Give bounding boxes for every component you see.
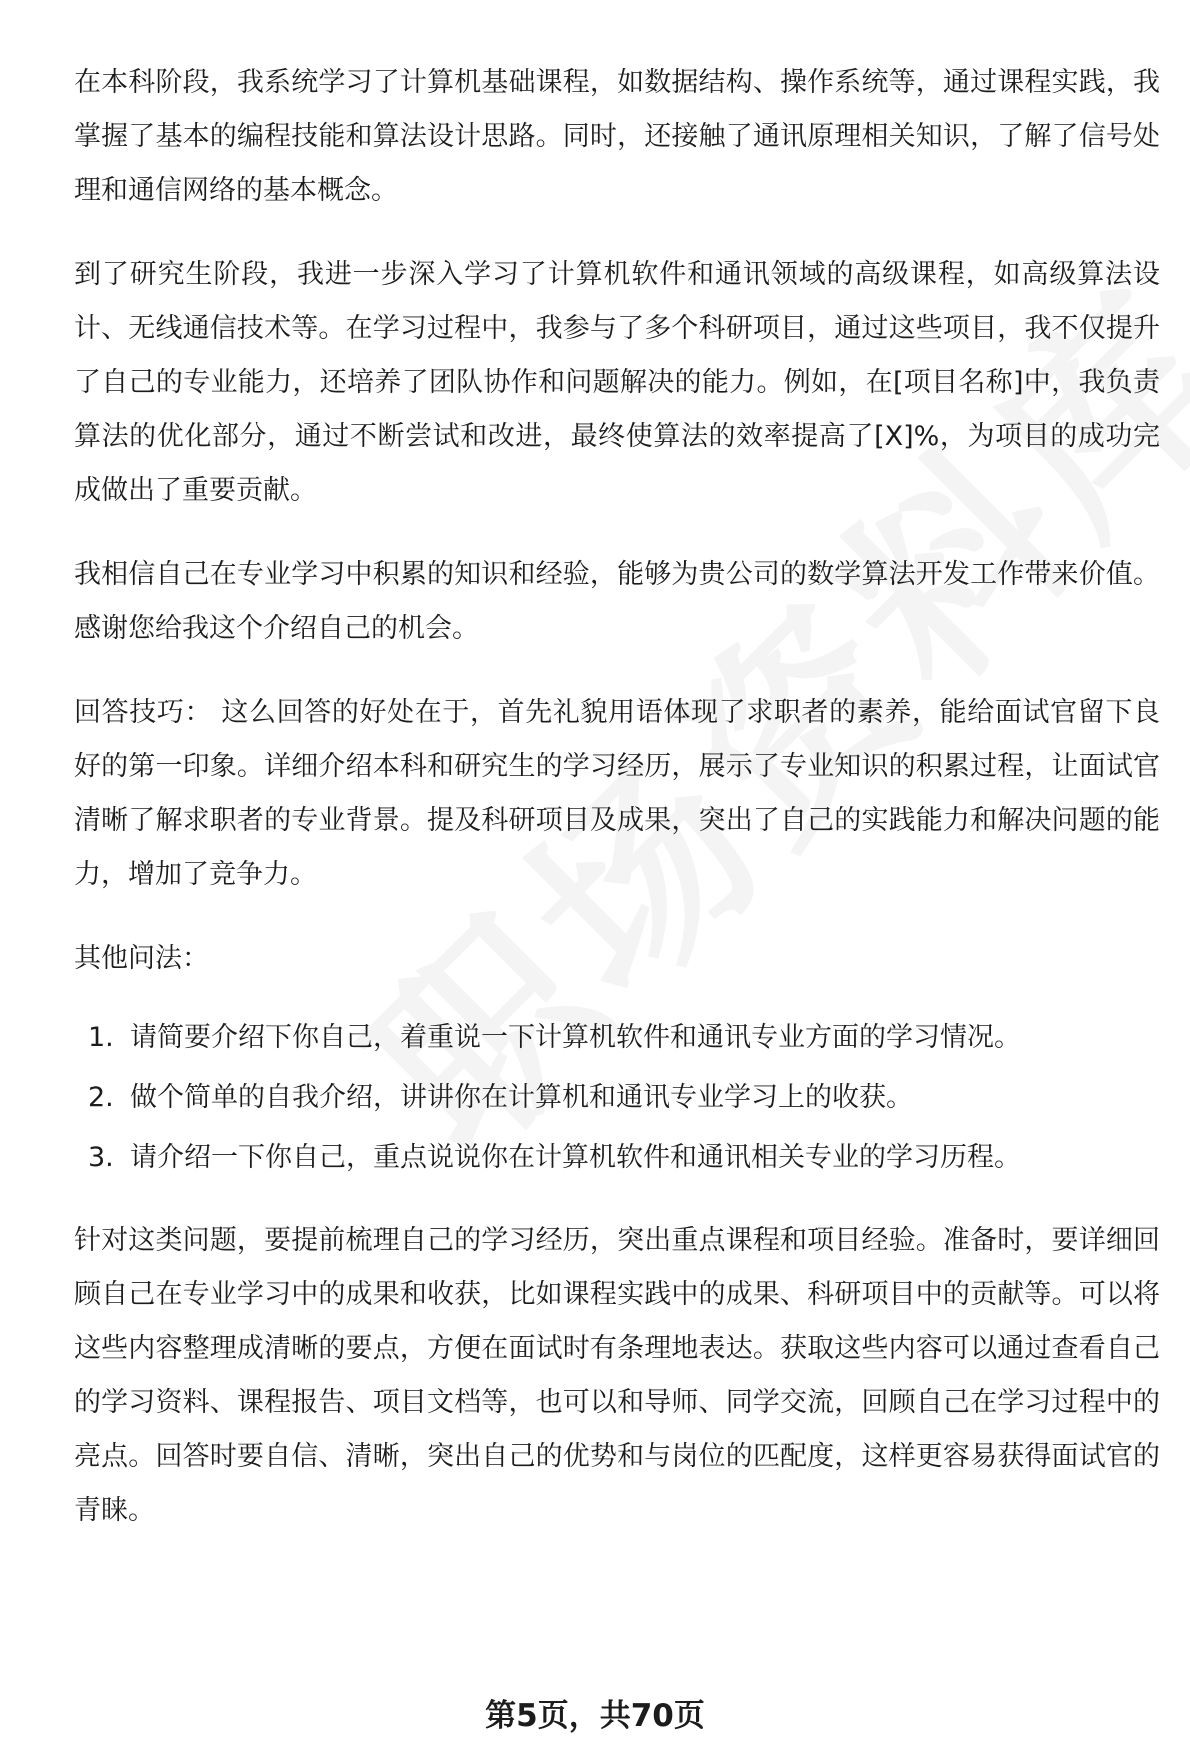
list-item — [88, 1128, 1160, 1188]
other-questions-list — [74, 1008, 1160, 1188]
list-number: 3. — [88, 1142, 114, 1173]
paragraph-preparation-advice: 针对这类问题，要提前梳理自己的学习经历，突出重点课程和项目经验。准备时，要详细回顾自己在专业学习中的成果和收获，比如课程实践中的成果、科研项目中的贡献等。可以将这些内容整理成清晰的要点，方便在面试时有条理地表达。获取这些内容可以通过查看自己的学习资料、课程报告、项目文档等，也可以和导师、同学交流，回顾自己在学习过程中的亮点。回答时要自信、清晰，突出自己的优势和与岗位的匹配度，这样更容易获得面试官的青睐。 — [74, 1225, 1160, 1526]
paragraph-answer-tips: 回答技巧： 这么回答的好处在于，首先礼貌用语体现了求职者的素养，能给面试官留下良好的第一印象。详细介绍本科和研究生的学习经历，展示了专业知识的积累过程，让面试官清晰了解求职者的专业背景。提及科研项目及成果，突出了自己的实践能力和解决问题的能力，增加了竞争力。 — [74, 697, 1160, 890]
other-questions-heading: 其他问法： — [74, 943, 209, 974]
page-footer: 第5页，共70页 — [485, 1698, 705, 1734]
list-item-text: 请介绍一下你自己，重点说说你在计算机软件和通讯相关专业的学习历程。 — [130, 1142, 1021, 1173]
list-item-text: 请简要介绍下你自己，着重说一下计算机软件和通讯专业方面的学习情况。 — [130, 1022, 1021, 1053]
list-number: 2. — [88, 1082, 114, 1113]
list-number: 1. — [88, 1022, 114, 1053]
paragraph-graduate: 到了研究生阶段，我进一步深入学习了计算机软件和通讯领域的高级课程，如高级算法设计、无线通信技术等。在学习过程中，我参与了多个科研项目，通过这些项目，我不仅提升了自己的专业能力，还培养了团队协作和问题解决的能力。例如，在[项目名称]中，我负责算法的优化部分，通过不断尝试和改进，最终使算法的效率提高了[X]%，为项目的成功完成做出了重要贡献。 — [74, 259, 1160, 506]
list-item — [88, 1008, 1160, 1068]
paragraph-undergraduate: 在本科阶段，我系统学习了计算机基础课程，如数据结构、操作系统等，通过课程实践，我掌握了基本的编程技能和算法设计思路。同时，还接触了通讯原理相关知识，了解了信号处理和通信网络的基本概念。 — [74, 67, 1160, 206]
paragraph-value: 我相信自己在专业学习中积累的知识和经验，能够为贵公司的数学算法开发工作带来价值。感谢您给我这个介绍自己的机会。 — [74, 559, 1160, 644]
list-item-text: 做个简单的自我介绍，讲讲你在计算机和通讯专业学习上的收获。 — [130, 1082, 913, 1113]
list-item — [88, 1068, 1160, 1128]
document-body — [74, 56, 1160, 1568]
